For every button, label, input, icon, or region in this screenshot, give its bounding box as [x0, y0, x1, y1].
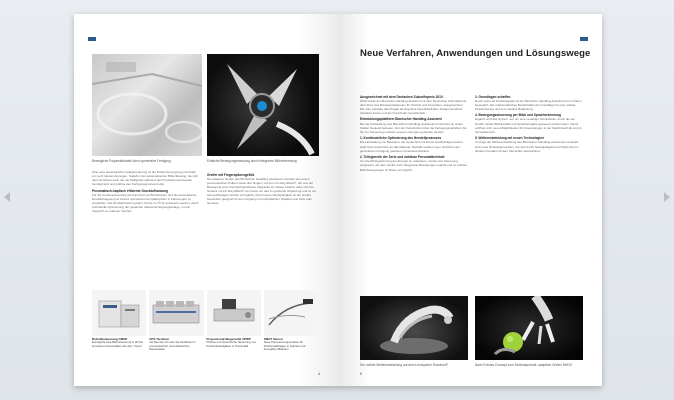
- product-desc: Ermöglicht freie Bahnsteuerung in 3D bei komplexen Kinematiken wie dem Tripod: [92, 340, 143, 348]
- photo2-caption: Einfache Bewegungsmessung durch integrierte Bildverkennung: [207, 159, 297, 163]
- paragraph: Für die Greiferanwendung bei Kammern an Bohrkörpern und die automatische Druckluftregelung ist Festos optimiertes Kompaktsystem in Fahrzeugen zu empfehlen. Die Druckluftnutzung kann mit bis zu 70 % verbessert werden, durch individuelle Optimierung der gesamten Vakuumerzeugungsanlage, um ein Vergleich zu anderen Ventilen.: [92, 192, 199, 214]
- sensor-cable-icon: [265, 295, 317, 331]
- gripper-illustration: [207, 54, 319, 156]
- printed-part-illustration: [92, 54, 202, 156]
- proportional-valve-icon: [208, 295, 260, 331]
- paragraph: Ergänzt wird das System nun um eine neuartige Schnittstelle, durch die der Greifer mittels Blickkontakt und Spracheingabe gesteuert werden kann. Damit eröffnen sich neue Möglichkeiten für Anwendungen in der Medizintechnik und im Servicebereich.: [475, 117, 582, 134]
- paragraph: Die Herstellung von Bauteilen, die dynamisch mit Druck beaufschlagt werden, stellt hohe Ansprüche an das Material. Deshalb wurden neue Verfahren der generativen Fertigung getestet und weiterentwickelt.: [360, 140, 464, 153]
- left-column-1: [92, 170, 200, 282]
- gripper-apple-photo: [475, 296, 583, 360]
- product-name: CPX Terminal: [149, 337, 169, 341]
- subheading: 2. Teilegenerik der Serie und nahtlose Pneumatikeinheit: [360, 155, 445, 160]
- subheading: 5. Weiterentwicklung mit neuen Technologien: [475, 136, 544, 141]
- left-column-2: [207, 170, 319, 282]
- paragraph: Im Zuge der Weiterentwicklung des Bionischen Handling-Assistenten entsteht eine neue Robotergeneration, die sich durch Nachgiebigkeit und Sicherheit im direkten Kontakt mit dem Menschen auszeichnet.: [475, 140, 579, 153]
- next-page-arrow-icon[interactable]: [664, 192, 670, 202]
- product-name: Proportional-Wegeventil VPWP: [206, 337, 251, 341]
- brochure-spread: [74, 14, 602, 386]
- product-name: Robotiksteuerung CMXR: [92, 337, 128, 341]
- product-desc: Als Remote-I/O oder als Ventilinsel in pneumatischen und elektrischen Steuerketten: [149, 340, 196, 352]
- product-cmxr[interactable]: [92, 290, 146, 348]
- 3d-printed-part-photo: [92, 54, 202, 156]
- robotino-illustration: [360, 296, 468, 360]
- photo1-caption: Bewegliche Polyamidbauteil durch generative Fertigung: [92, 159, 171, 163]
- subheading: Greifer mit Fingerspitzengefühl: [207, 172, 255, 177]
- product-strip: [92, 290, 318, 352]
- right-page[interactable]: [338, 14, 602, 386]
- right-column-1: [360, 92, 468, 292]
- product-cpx[interactable]: [149, 290, 203, 352]
- product-desc: Präzise und dynamische Steuerung von Positionieraufgaben in Pneumatik: [206, 340, 256, 348]
- product-vpwp[interactable]: [206, 290, 261, 348]
- product-name: SMAT Sensor: [263, 337, 284, 341]
- subheading: Entwicklungsplattform Bionischer Handling-Assistent: [360, 117, 442, 122]
- paragraph: Bei der Entwicklung des Bionischen Handling-Assistenten hat Festo an vielen Stellen Neuland betreten. Von der Konstruktion über die Fertigungsverfahren bis hin zur Steuerung mussten eigene Lösungen gefunden werden.: [360, 121, 467, 134]
- paragraph: 2010 wurde der Bionische Handling-Assistent mit dem Deutschen Zukunftspreis, dem Preis des Bundespräsidenten für Technik und Innovation, ausgezeichnet. Die Jury würdigte das Projekt als Ergebnis interdisziplinärer Zusammenarbeit zwischen Festo und der Fraunhofer-Gesellschaft.: [360, 98, 467, 115]
- previous-page-arrow-icon[interactable]: [4, 192, 10, 202]
- gripper-camera-photo: [207, 54, 319, 156]
- subheading: Pneumatisch-haptisch effiziente Druckluftnutzung: [92, 188, 168, 193]
- section-marker: [88, 37, 96, 41]
- paragraph: Über eine automatische Ladegenerierung ist die Positionierungnung innerhalb von sehr kleinen Anzeigen. Sodaß in der automatisierten Bilderfassung, die sich dann durchaus auch der als Stellgröße während des Produktionsprozesses benötigt wird und präzise den Fertigungsprozess lenkt.: [92, 170, 199, 187]
- photo4-caption: Nach Futures Concept zum Seriendprodukt: adaptiver Greifer DHDG: [475, 363, 573, 367]
- subheading: 4. Bewegungssteuerung per Blick und Spracherkennung: [475, 113, 561, 118]
- section-marker: [580, 37, 588, 41]
- gripper-apple-illustration: [475, 296, 583, 360]
- subheading: 3. Grundlagen schaffen: [475, 94, 511, 99]
- robotino-photo: [360, 296, 468, 360]
- valve-terminal-icon: [150, 295, 202, 331]
- right-column-2: [475, 92, 583, 292]
- subheading: Ausgezeichnet mit dem Deutschen Zukunftspreis 2010: [360, 94, 443, 99]
- page-title: Neue Verfahren, Anwendungen und Lösungswege: [360, 48, 591, 59]
- page-number: 5: [360, 372, 362, 376]
- left-page[interactable]: [74, 14, 338, 386]
- page-number: 4: [318, 372, 320, 376]
- paragraph: Der adaptive Greifer des Bionischen Handling-Assistenten besteht aus einem pneumatischen Kolben sowie drei Fingern mit dem Fin Ray Effect®, der aus der Bewegung einer Fischschwanzflosse abgeleitet ist. Dieser bewirkt, dass sich die Struktur mit Fin Ray Effect® von Festo um das zu greifende Objekt legt und so ein formschlüssiges Greifen ermöglicht. Durch seine Nachgiebigkeit ist der Greifer besonders geeignet für den Umgang mit empfindlichen Objekten wie Obst oder Gemüse.: [207, 176, 317, 206]
- paragraph: Durch seine elf Freiheitsgrade ist der Bionische Handling-Assistent frei im Raum beweglich. Ein mathematisches Modell bildet die Grundlage für eine präzise Positionierung und eine intuitive Bedienung.: [475, 98, 582, 111]
- product-smat[interactable]: [263, 290, 318, 352]
- product-desc: Neue Kleinsensorgeneration für Positionsabfragen in Zylinder und kompakten Bauform: [263, 340, 306, 352]
- controller-box-icon: [95, 295, 143, 331]
- photo3-caption: Der mobile Weiterentwicklung auf dem Lernsystem Robotino®: [360, 363, 448, 367]
- subheading: 1. Kontinuierliche Optimierung des Herstellprozesses: [360, 136, 442, 141]
- paragraph: Um die Rückgewinnung der Energie zu realisieren, wurde eine Steuerung eingesetzt, die dem Greifer sehr zielgenaue Bewegungen erlaubt und so präzise Bahnbewegungen im Raum ermöglicht.: [360, 159, 467, 172]
